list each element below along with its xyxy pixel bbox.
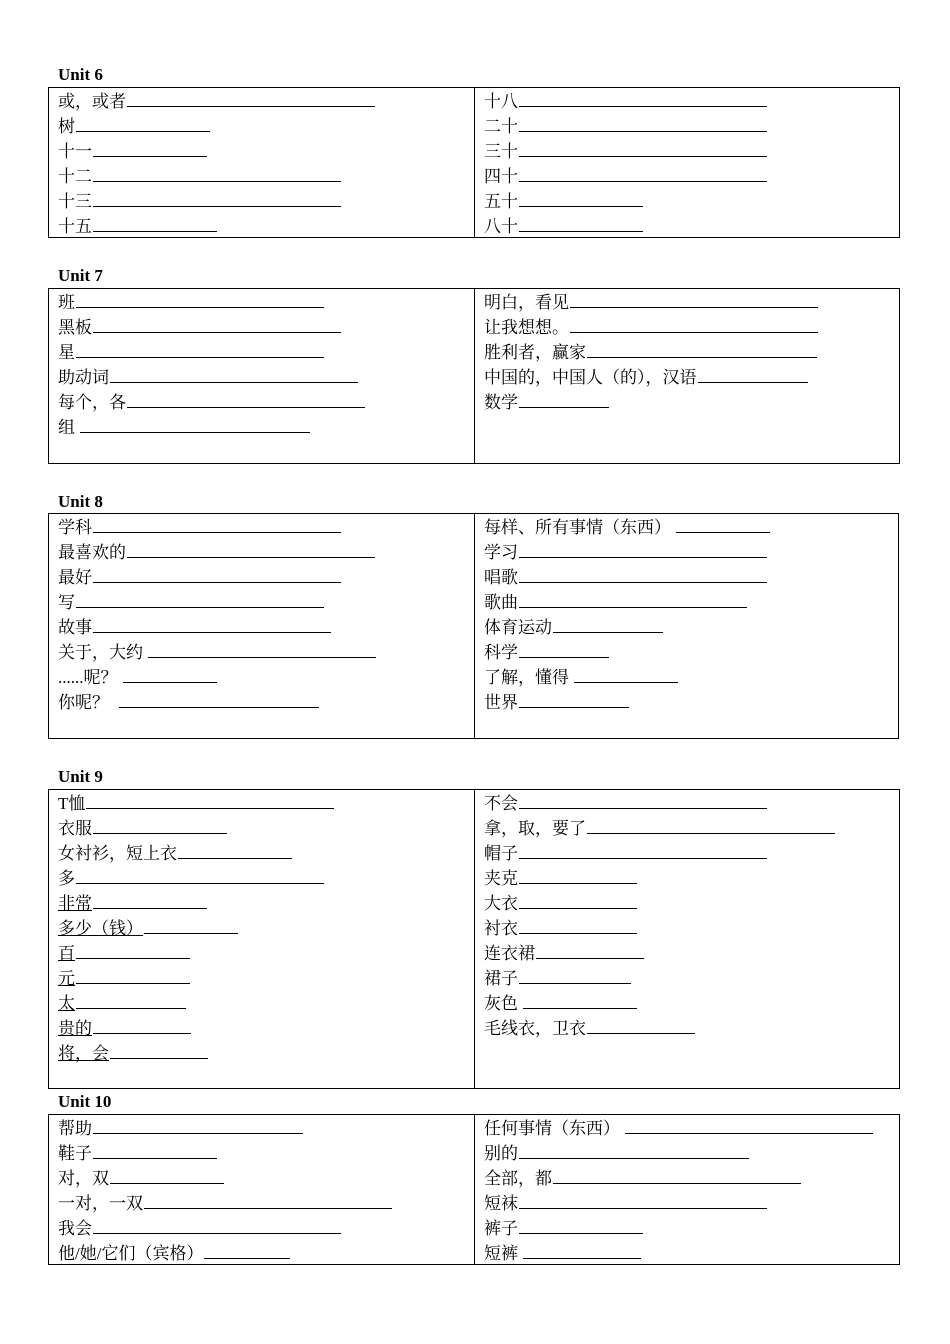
answer-blank[interactable]	[523, 991, 637, 1009]
vocab-item: 树	[58, 114, 474, 139]
answer-blank[interactable]	[93, 214, 217, 232]
unit-9-title: Unit 9	[58, 767, 103, 786]
vocab-item: 百	[58, 941, 474, 966]
vocab-item: 短裤	[484, 1241, 899, 1266]
vocab-item: 学科	[58, 515, 474, 540]
unit-8-left-column	[49, 514, 475, 738]
vocab-item: 裙子	[484, 966, 899, 991]
answer-blank[interactable]	[119, 690, 319, 708]
answer-blank[interactable]	[86, 791, 334, 809]
unit-6-title: Unit 6	[58, 65, 103, 84]
vocab-item: 毛线衣，卫衣	[484, 1016, 899, 1041]
vocab-item: 八十	[484, 214, 899, 239]
vocab-item: 裤子	[484, 1216, 899, 1241]
vocab-item: 最好	[58, 565, 474, 590]
answer-blank[interactable]	[698, 365, 808, 383]
vocab-item: 鞋子	[58, 1141, 474, 1166]
vocab-item: 写	[58, 590, 474, 615]
answer-blank[interactable]	[587, 1016, 695, 1034]
unit-8-right-column	[475, 514, 898, 738]
answer-blank[interactable]	[93, 1141, 217, 1159]
vocab-item: 他/她/它们（宾格）	[58, 1241, 474, 1266]
answer-blank[interactable]	[587, 816, 835, 834]
vocab-item: 拿，取，要了	[484, 816, 899, 841]
unit-10-right-column	[475, 1115, 899, 1264]
unit-7-title: Unit 7	[58, 266, 103, 285]
vocab-item: 任何事情（东西）	[484, 1116, 899, 1141]
answer-blank[interactable]	[127, 89, 375, 107]
answer-blank[interactable]	[76, 114, 210, 132]
answer-blank[interactable]	[519, 139, 767, 157]
answer-blank[interactable]	[76, 991, 186, 1009]
vocab-item: 唱歌	[484, 565, 898, 590]
answer-blank[interactable]	[93, 164, 341, 182]
answer-blank[interactable]	[587, 340, 817, 358]
answer-blank[interactable]	[519, 791, 767, 809]
vocab-item: 最喜欢的	[58, 540, 474, 565]
answer-blank[interactable]	[570, 315, 818, 333]
answer-blank[interactable]	[76, 941, 190, 959]
vocab-item: 星	[58, 340, 474, 365]
vocab-item: 黑板	[58, 315, 474, 340]
vocab-item: 每个，各	[58, 390, 474, 415]
unit-6-right-column	[475, 88, 899, 237]
unit-9-right-column	[475, 790, 899, 1088]
vocab-item: 元	[58, 966, 474, 991]
answer-blank[interactable]	[204, 1241, 290, 1259]
answer-blank[interactable]	[574, 665, 678, 683]
vocab-item: 每样、所有事情（东西）	[484, 515, 898, 540]
answer-blank[interactable]	[519, 89, 767, 107]
vocab-item: 科学	[484, 640, 898, 665]
vocab-item: 班	[58, 290, 474, 315]
vocab-item: 你呢？	[58, 690, 474, 715]
answer-blank[interactable]	[519, 590, 747, 608]
vocab-item: 世界	[484, 690, 898, 715]
answer-blank[interactable]	[519, 891, 637, 909]
answer-blank[interactable]	[76, 590, 324, 608]
answer-blank[interactable]	[553, 1166, 801, 1184]
unit-6-table	[48, 87, 900, 238]
answer-blank[interactable]	[519, 540, 767, 558]
vocab-item: 中国的，中国人（的），汉语	[484, 365, 899, 390]
vocab-item: 贵的	[58, 1016, 474, 1041]
answer-blank[interactable]	[93, 315, 341, 333]
vocab-item: 体育运动	[484, 615, 898, 640]
answer-blank[interactable]	[519, 966, 631, 984]
answer-blank[interactable]	[127, 390, 365, 408]
unit-9-table	[48, 789, 900, 1089]
vocab-item: 我会	[58, 1216, 474, 1241]
vocab-item: 数学	[484, 390, 899, 415]
answer-blank[interactable]	[76, 966, 190, 984]
answer-blank[interactable]	[536, 941, 644, 959]
answer-blank[interactable]	[519, 390, 609, 408]
unit-7-left-column	[49, 289, 475, 463]
answer-blank[interactable]	[553, 615, 663, 633]
vocab-item: 灰色	[484, 991, 899, 1016]
vocab-item: 一对，一双	[58, 1191, 474, 1216]
answer-blank[interactable]	[93, 515, 341, 533]
answer-blank[interactable]	[519, 565, 767, 583]
vocab-item: 全部，都	[484, 1166, 899, 1191]
answer-blank[interactable]	[127, 540, 375, 558]
vocab-item: 短袜	[484, 1191, 899, 1216]
vocab-item: 胜利者，赢家	[484, 340, 899, 365]
vocab-item: 十二	[58, 164, 474, 189]
vocab-item: 歌曲	[484, 590, 898, 615]
answer-blank[interactable]	[80, 415, 310, 433]
vocab-item: 大衣	[484, 891, 899, 916]
vocab-item: 多	[58, 866, 474, 891]
vocab-item: 三十	[484, 139, 899, 164]
answer-blank[interactable]	[93, 816, 227, 834]
vocab-item: 夹克	[484, 866, 899, 891]
vocab-item: 十一	[58, 139, 474, 164]
vocab-item: 对，双	[58, 1166, 474, 1191]
vocab-item: 帮助	[58, 1116, 474, 1141]
unit-6-left-column	[49, 88, 475, 237]
vocab-item: 五十	[484, 189, 899, 214]
vocab-item: 助动词	[58, 365, 474, 390]
vocab-item: 连衣裙	[484, 941, 899, 966]
answer-blank[interactable]	[93, 1216, 341, 1234]
vocab-item: 帽子	[484, 841, 899, 866]
answer-blank[interactable]	[523, 1241, 641, 1259]
answer-blank[interactable]	[93, 189, 341, 207]
vocab-item: 女衬衫，短上衣	[58, 841, 474, 866]
unit-7-table	[48, 288, 900, 464]
answer-blank[interactable]	[148, 640, 376, 658]
answer-blank[interactable]	[76, 290, 324, 308]
answer-blank[interactable]	[519, 690, 629, 708]
vocab-item: 学习	[484, 540, 898, 565]
answer-blank[interactable]	[519, 1216, 643, 1234]
vocab-item: T恤	[58, 791, 474, 816]
answer-blank[interactable]	[76, 340, 324, 358]
vocab-item: 故事	[58, 615, 474, 640]
vocab-item: 明白，看见	[484, 290, 899, 315]
answer-blank[interactable]	[93, 1016, 191, 1034]
vocab-item: 衣服	[58, 816, 474, 841]
vocab-item: 非常	[58, 891, 474, 916]
unit-10-left-column	[49, 1115, 475, 1264]
vocab-item: ......呢？	[58, 665, 474, 690]
answer-blank[interactable]	[144, 1191, 392, 1209]
answer-blank[interactable]	[519, 1191, 767, 1209]
unit-10-table	[48, 1114, 900, 1265]
answer-blank[interactable]	[110, 1166, 224, 1184]
unit-8-table	[48, 513, 899, 739]
answer-blank[interactable]	[93, 891, 207, 909]
vocab-item: 关于，大约	[58, 640, 474, 665]
answer-blank[interactable]	[570, 290, 818, 308]
answer-blank[interactable]	[519, 866, 637, 884]
unit-9-left-column	[49, 790, 475, 1088]
vocab-item: 十三	[58, 189, 474, 214]
answer-blank[interactable]	[519, 841, 767, 859]
answer-blank[interactable]	[519, 640, 609, 658]
vocab-item: 多少（钱）	[58, 916, 474, 941]
unit-10-title: Unit 10	[58, 1092, 112, 1111]
vocab-item: 太	[58, 991, 474, 1016]
answer-blank[interactable]	[519, 164, 767, 182]
unit-7-right-column	[475, 289, 899, 463]
answer-blank[interactable]	[123, 665, 217, 683]
answer-blank[interactable]	[93, 1116, 303, 1134]
vocab-item: 将，会	[58, 1041, 474, 1066]
vocab-item: 了解，懂得	[484, 665, 898, 690]
vocab-item: 别的	[484, 1141, 899, 1166]
answer-blank[interactable]	[519, 214, 643, 232]
vocab-item: 或，或者	[58, 89, 474, 114]
answer-blank[interactable]	[93, 139, 207, 157]
answer-blank[interactable]	[519, 114, 767, 132]
vocab-item: 衬衣	[484, 916, 899, 941]
vocab-item: 让我想想。	[484, 315, 899, 340]
answer-blank[interactable]	[93, 615, 331, 633]
answer-blank[interactable]	[178, 841, 292, 859]
answer-blank[interactable]	[676, 515, 770, 533]
vocab-item: 二十	[484, 114, 899, 139]
vocab-item: 十八	[484, 89, 899, 114]
answer-blank[interactable]	[76, 866, 324, 884]
vocab-item: 四十	[484, 164, 899, 189]
vocab-item: 组	[58, 415, 474, 440]
answer-blank[interactable]	[110, 365, 358, 383]
answer-blank[interactable]	[625, 1116, 873, 1134]
unit-8-title: Unit 8	[58, 492, 103, 511]
answer-blank[interactable]	[144, 916, 238, 934]
answer-blank[interactable]	[519, 1141, 749, 1159]
vocab-item: 十五	[58, 214, 474, 239]
answer-blank[interactable]	[519, 189, 643, 207]
answer-blank[interactable]	[93, 565, 341, 583]
answer-blank[interactable]	[519, 916, 637, 934]
vocab-item: 不会	[484, 791, 899, 816]
answer-blank[interactable]	[110, 1041, 208, 1059]
